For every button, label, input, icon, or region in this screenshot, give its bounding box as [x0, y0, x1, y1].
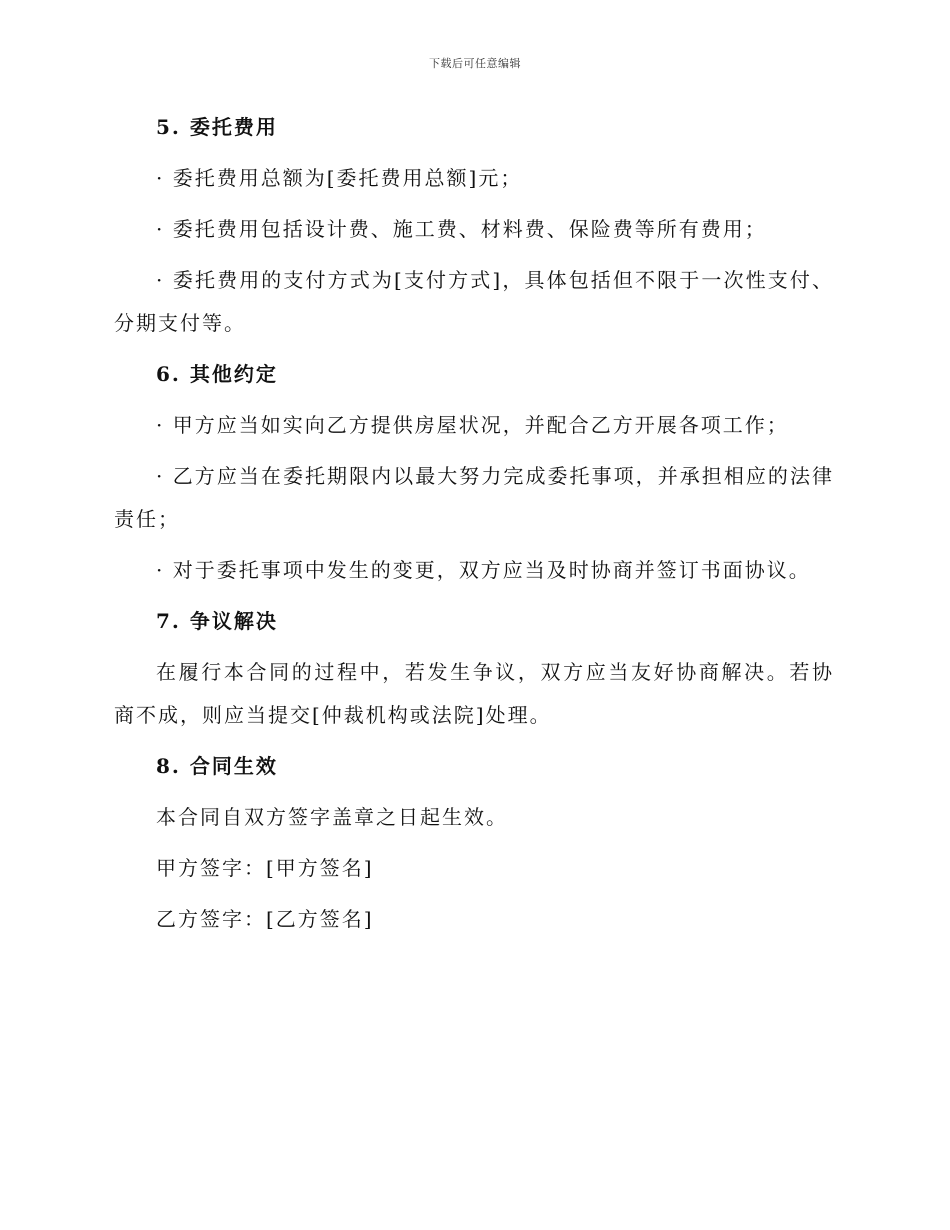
page-header: 下载后可任意编辑 — [429, 57, 521, 70]
document-body — [114, 100, 834, 949]
section-6-heading: 6. 其他约定 — [156, 362, 278, 386]
party-a-signature: 甲方签字：[甲方签名] — [156, 856, 374, 880]
section-6-item-3: · 对于委托事项中发生的变更，双方应当及时协商并签订书面协议。 — [156, 558, 811, 582]
party-b-signature: 乙方签字：[乙方签名] — [156, 907, 374, 931]
section-6-item-1: · 甲方应当如实向乙方提供房屋状况，并配合乙方开展各项工作； — [156, 413, 789, 437]
section-7-heading: 7. 争议解决 — [156, 609, 278, 633]
section-5-heading: 5. 委托费用 — [156, 115, 278, 139]
section-8-heading: 8. 合同生效 — [156, 754, 278, 778]
section-5-item-1: · 委托费用总额为[委托费用总额]元； — [156, 166, 523, 190]
section-6-item-2: · 乙方应当在委托期限内以最大努力完成委托事项，并承担相应的法律责任； — [114, 464, 834, 531]
section-5-item-2: · 委托费用包括设计费、施工费、材料费、保险费等所有费用； — [156, 217, 767, 241]
section-5-item-3: · 委托费用的支付方式为[支付方式]，具体包括但不限于一次性支付、分期支付等。 — [114, 268, 834, 335]
section-7-text: 在履行本合同的过程中，若发生争议，双方应当友好协商解决。若协商不成，则应当提交[仲裁机构或法院]处理。 — [114, 660, 834, 727]
section-8-text: 本合同自双方签字盖章之日起生效。 — [156, 805, 508, 829]
